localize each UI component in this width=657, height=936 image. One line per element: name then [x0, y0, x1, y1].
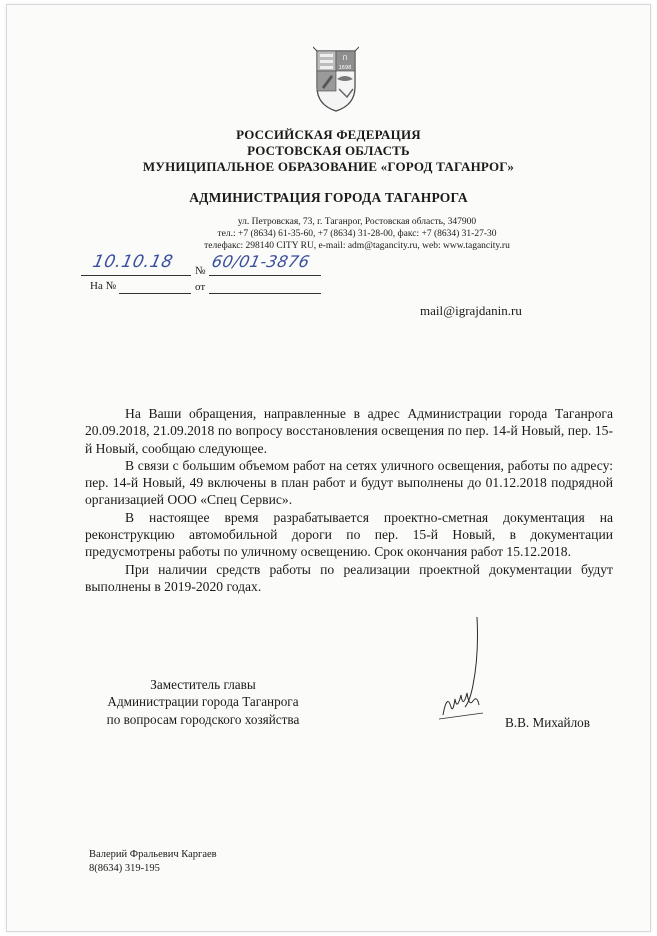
letter-body [85, 405, 613, 595]
header-organization: АДМИНИСТРАЦИЯ ГОРОДА ТАГАНРОГА [189, 190, 468, 205]
header-region: РОСТОВСКАЯ ОБЛАСТЬ [247, 143, 410, 158]
signatory-title-line-2: Администрации города Таганрога [107, 694, 299, 710]
executor-phone: 8(8634) 319-195 [89, 863, 160, 874]
reference-label: На № [90, 280, 117, 292]
number-underline [209, 275, 321, 276]
signatory-title [83, 676, 323, 728]
signatory-name: В.В. Михайлов [505, 715, 590, 730]
registration-date: 10.10.18 [90, 252, 175, 272]
address-contacts: телефакс: 298140 CITY RU, e-mail: adm@tagancity.ru, web: www.tagancity.ru [204, 241, 510, 251]
body-paragraph-2: В связи с большим объемом работ на сетях уличного освещения, работы по адресу: пер. 14-й Новый, 49 включены в план работ и будут выполнены до 01.12.2018 подрядной организацией ООО «Спец Сервис». [85, 457, 613, 508]
registration-number: 60/01-3876 [209, 252, 312, 271]
body-paragraph-4: При наличии средств работы по реализации проектной документации будут выполнены в 2019-2020 годах. [85, 561, 613, 594]
reference-from-label: от [195, 281, 206, 293]
date-underline [81, 275, 191, 276]
address-phones: тел.: +7 (8634) 61-35-60, +7 (8634) 31-28-00, факс: +7 (8634) 31-27-30 [217, 229, 497, 239]
address-street: ул. Петровская, 73, г. Таганрог, Ростовская область, 347900 [237, 217, 477, 227]
body-paragraph-3: В настоящее время разрабатывается проектно-сметная документация на реконструкцию автомобильной дороги по пер. 15-й Новый, в документации предусмотрены работы по уличному освещению. Срок окончания работ 15.12.2018. [85, 509, 613, 560]
letter-page [6, 4, 651, 932]
recipient-email: mail@igrajdanin.ru [420, 303, 522, 318]
handwritten-signature [437, 615, 497, 723]
svg-text:П: П [342, 55, 348, 62]
reference-date-underline [209, 293, 321, 294]
coat-of-arms-icon [313, 45, 359, 115]
header-country: РОССИЙСКАЯ ФЕДЕРАЦИЯ [236, 127, 421, 142]
reference-underline [119, 293, 191, 294]
executor-info [89, 848, 217, 876]
body-paragraph-1: На Ваши обращения, направленные в адрес Администрации города Таганрога 20.09.2018, 21.09.2018 по вопросу восстановления освещения по пер. 14-й Новый, пер. 15-й Новый, сообщаю следующее. [85, 406, 613, 456]
svg-text:1698: 1698 [338, 65, 352, 71]
number-label: № [195, 265, 206, 277]
signatory-title-line-3: по вопросам городского хозяйства [106, 711, 300, 727]
executor-name: Валерий Фральевич Каргаев [89, 849, 217, 860]
header-municipality: МУНИЦИПАЛЬНОЕ ОБРАЗОВАНИЕ «ГОРОД ТАГАНРОГ» [142, 159, 515, 174]
signatory-title-line-1: Заместитель главы [150, 677, 256, 692]
